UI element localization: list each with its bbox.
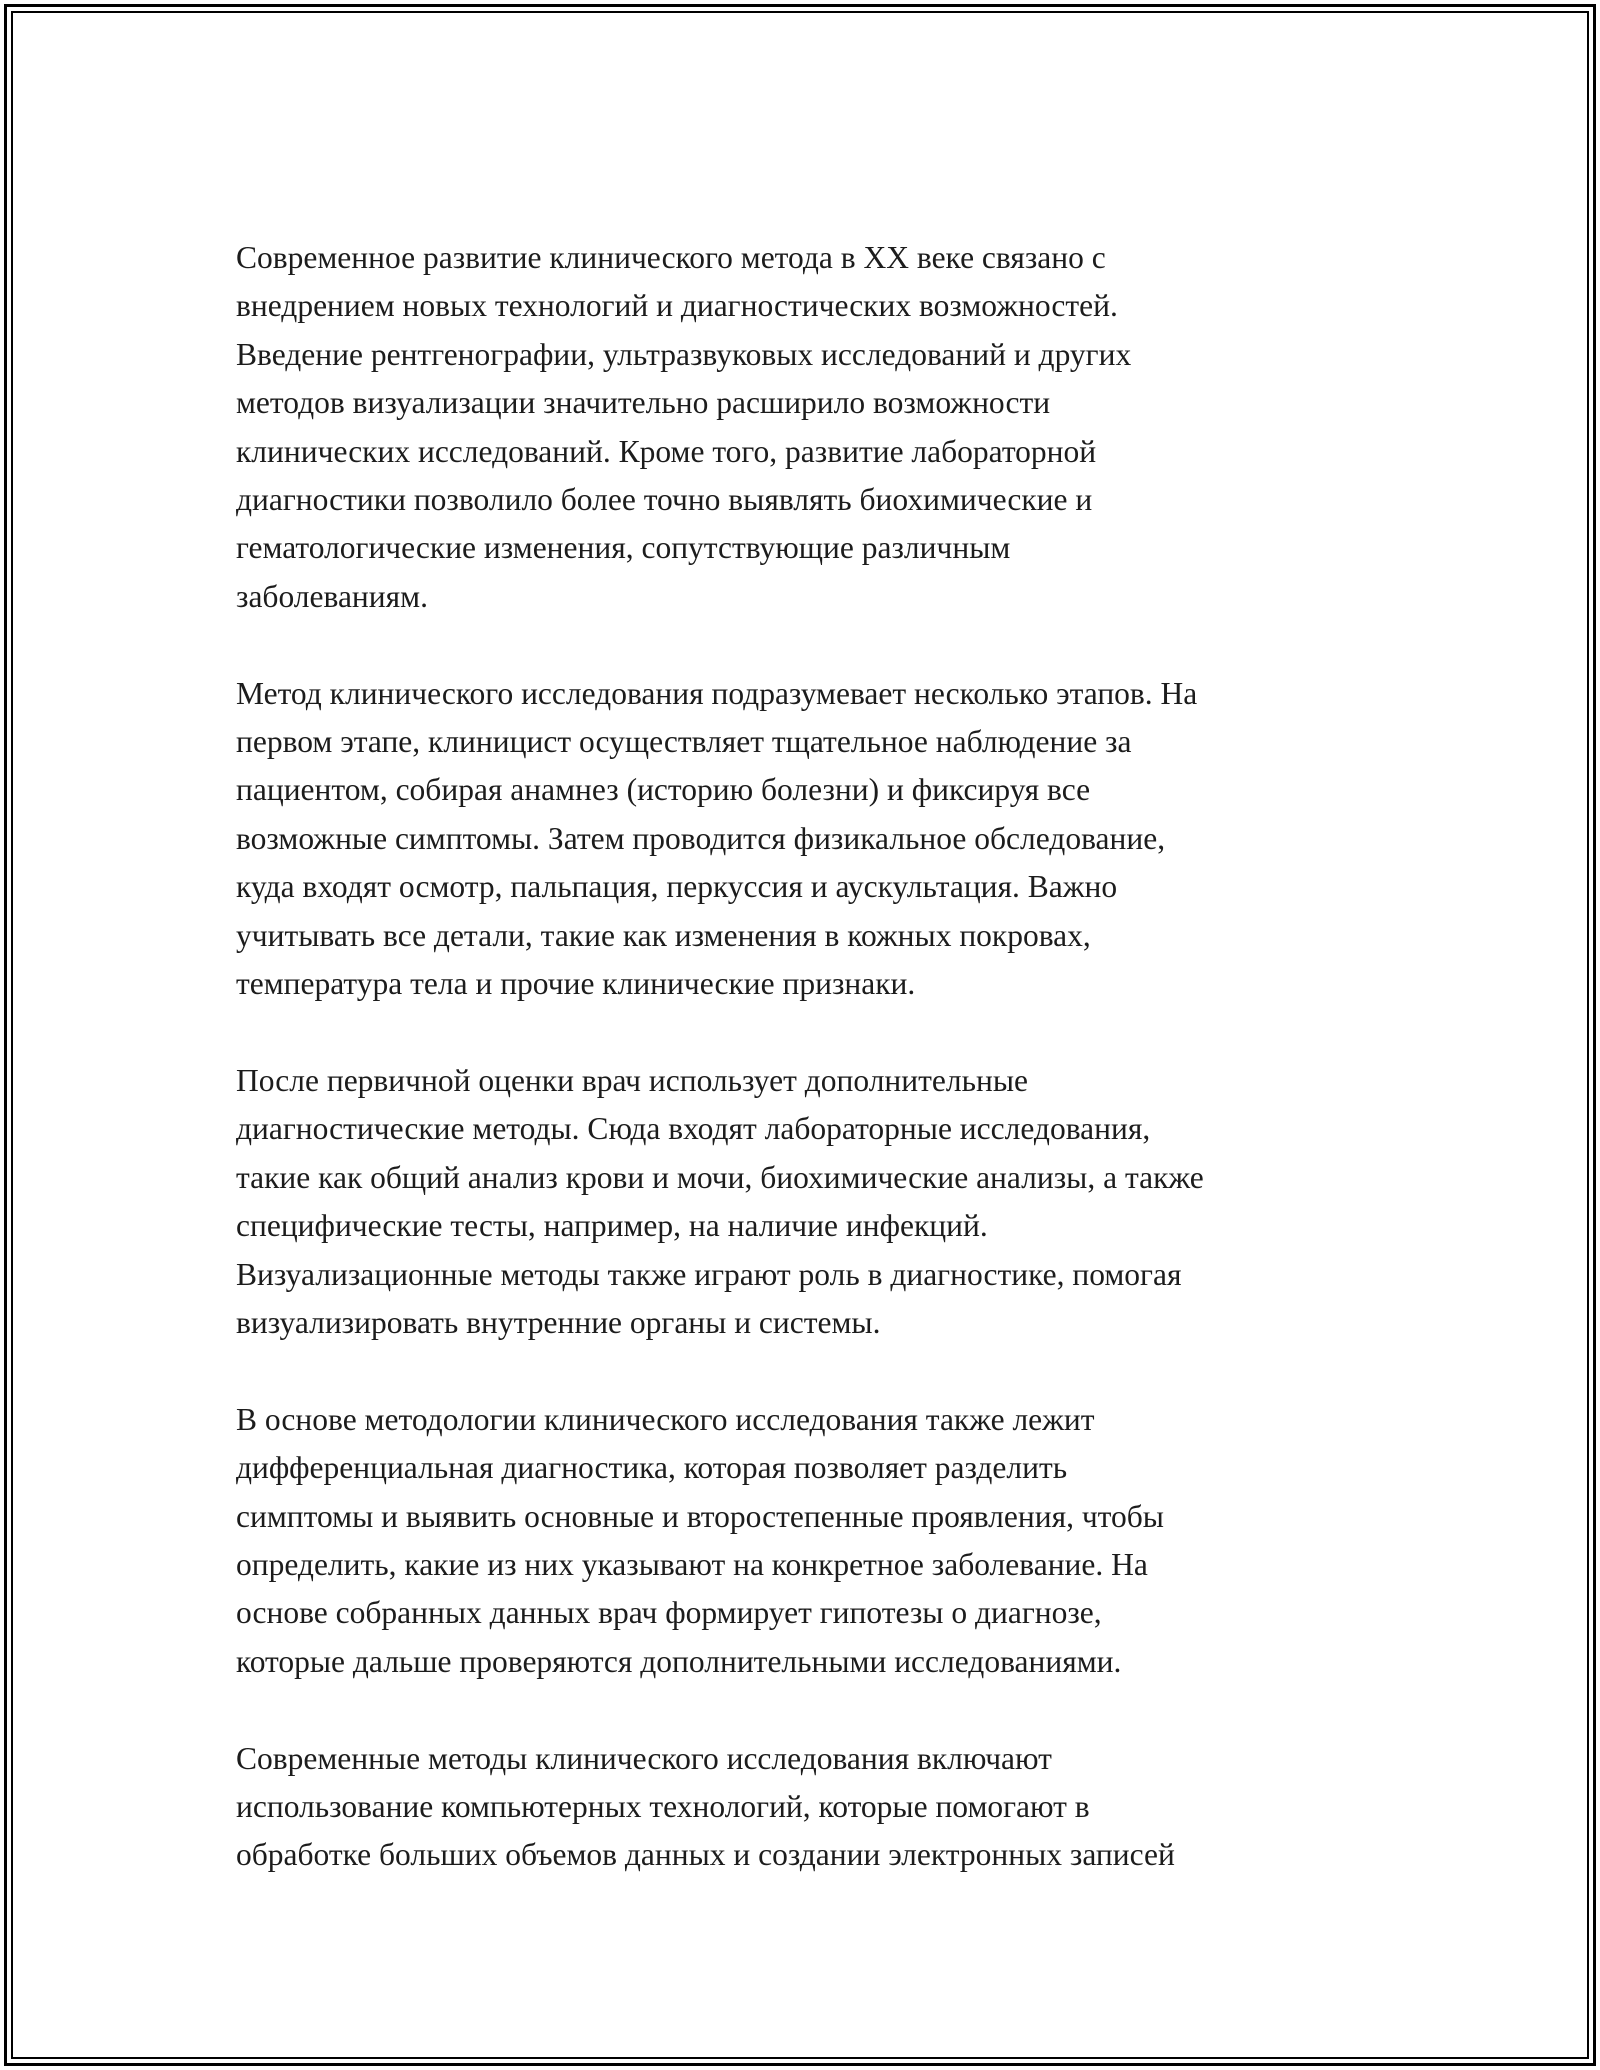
paragraph-2: Метод клинического исследования подразумевает несколько этапов. На первом этапе, клиницист осуществляет тщательное наблюдение за пациентом, собирая анамнез (историю болезни) и фиксируя все возможные симптомы. Затем проводится физикальное обследование, куда входят осмотр, пальпация, перкуссия и аускультация. Важно учитывать все детали, такие как изменения в кожных покровах, температура тела и прочие клинические признаки. xyxy=(236,675,1198,1002)
paragraph-1: Современное развитие клинического метода в XX веке связано с внедрением новых технологий и диагностических возможностей. Введение рентгенографии, ультразвуковых исследований и других методов визуализации значительно расширило возможности клинических исследований. Кроме того, развитие лабораторной диагностики позволило более точно выявлять биохимические и гематологические изменения, сопутствующие различным заболеваниям. xyxy=(236,240,1132,614)
paragraph-4: В основе методологии клинического исследования также лежит дифференциальная диагностика, которая позволяет разделить симптомы и выявить основные и второстепенные проявления, чтобы определить, какие из них указывают на конкретное заболевание. На основе собранных данных врач формирует гипотезы о диагнозе, которые дальше проверяются дополнительными исследованиями. xyxy=(236,1401,1164,1679)
paragraph-3: После первичной оценки врач использует дополнительные диагностические методы. Сюда входят лабораторные исследования, такие как общий анализ крови и мочи, биохимические анализы, а также специфические тесты, например, на наличие инфекций. Визуализационные методы также играют роль в диагностике, помогая визуализировать внутренние органы и системы. xyxy=(236,1062,1204,1340)
document-body xyxy=(236,234,1386,1928)
paragraph-5: Современные методы клинического исследования включают использование компьютерных технологий, которые помогают в обработке больших объемов данных и создании электронных записей xyxy=(236,1740,1175,1873)
